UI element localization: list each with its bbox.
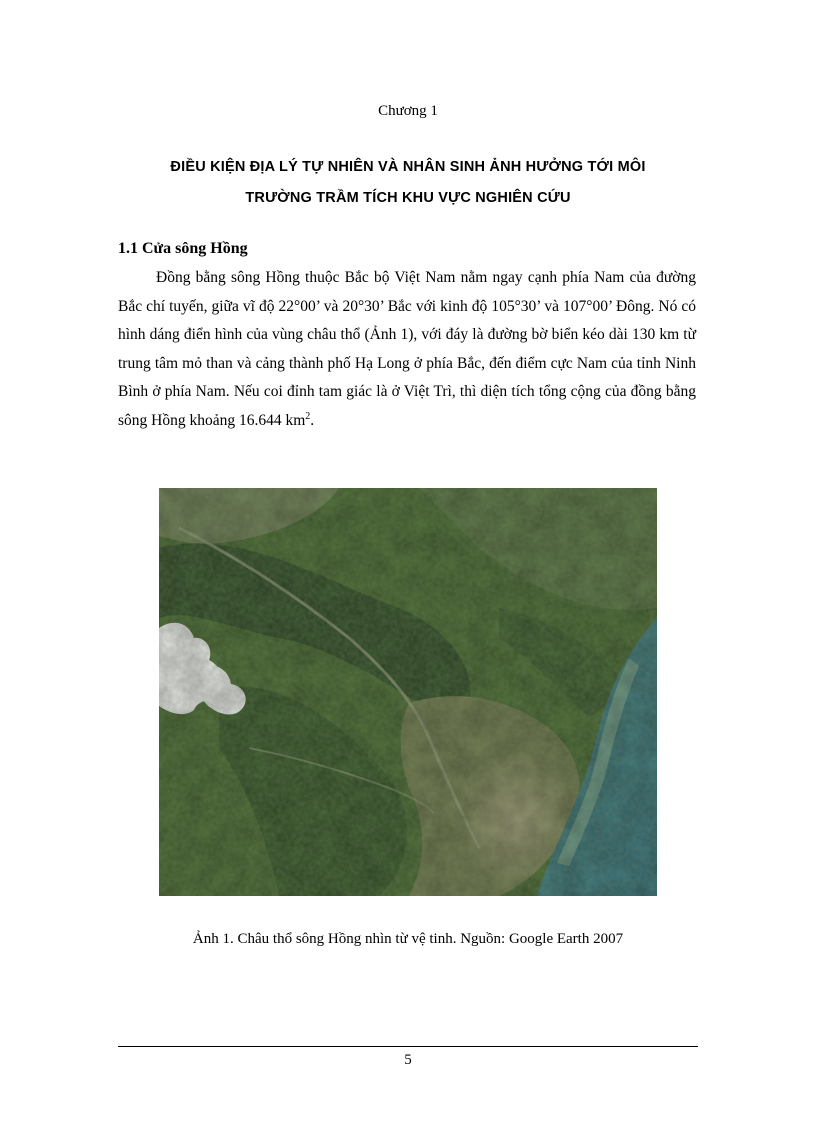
- terrain-grain: [159, 488, 657, 896]
- satellite-image: [159, 488, 657, 896]
- body-paragraph: [118, 264, 696, 435]
- area-unit-superscript: 2: [305, 410, 311, 422]
- footer-rule: [118, 1046, 698, 1047]
- paragraph-end: .: [310, 411, 315, 429]
- satellite-image-drawing: [159, 488, 657, 896]
- paragraph-text: Đồng bằng sông Hồng thuộc Bắc bộ Việt Nam nằm ngay cạnh phía Nam của đường Bắc chí tuyến, giữa vĩ độ 22°00’ và 20°30’ Bắc với kinh độ 105°30’ và 107°00’ Đông. Nó có hình dáng điển hình của vùng châu thổ (Ảnh 1), với đáy là đường bờ biển kéo dài 130 km từ trung tâm mỏ than và cảng thành phố Hạ Long ở phía Bắc, đến điểm cực Nam của tỉnh Ninh Bình ở phía Nam. Nếu coi đỉnh tam giác là ở Việt Trì, thì diện tích tổng cộng của đồng bằng sông Hồng khoảng 16.644 km: [118, 269, 696, 429]
- chapter-label: Chương 1: [378, 103, 438, 119]
- chapter-title-line-2: TRƯỜNG TRẦM TÍCH KHU VỰC NGHIÊN CỨU: [245, 190, 571, 206]
- figure-caption: Ảnh 1. Châu thổ sông Hồng nhìn từ vệ tinh. Nguồn: Google Earth 2007: [192, 931, 624, 947]
- page-number: 5: [404, 1052, 412, 1068]
- section-heading: 1.1 Cửa sông Hồng: [118, 240, 248, 257]
- chapter-title-line-1: ĐIỀU KIỆN ĐỊA LÝ TỰ NHIÊN VÀ NHÂN SINH ẢNH HƯỞNG TỚI MÔI: [170, 159, 646, 175]
- chapter-title: [110, 152, 706, 214]
